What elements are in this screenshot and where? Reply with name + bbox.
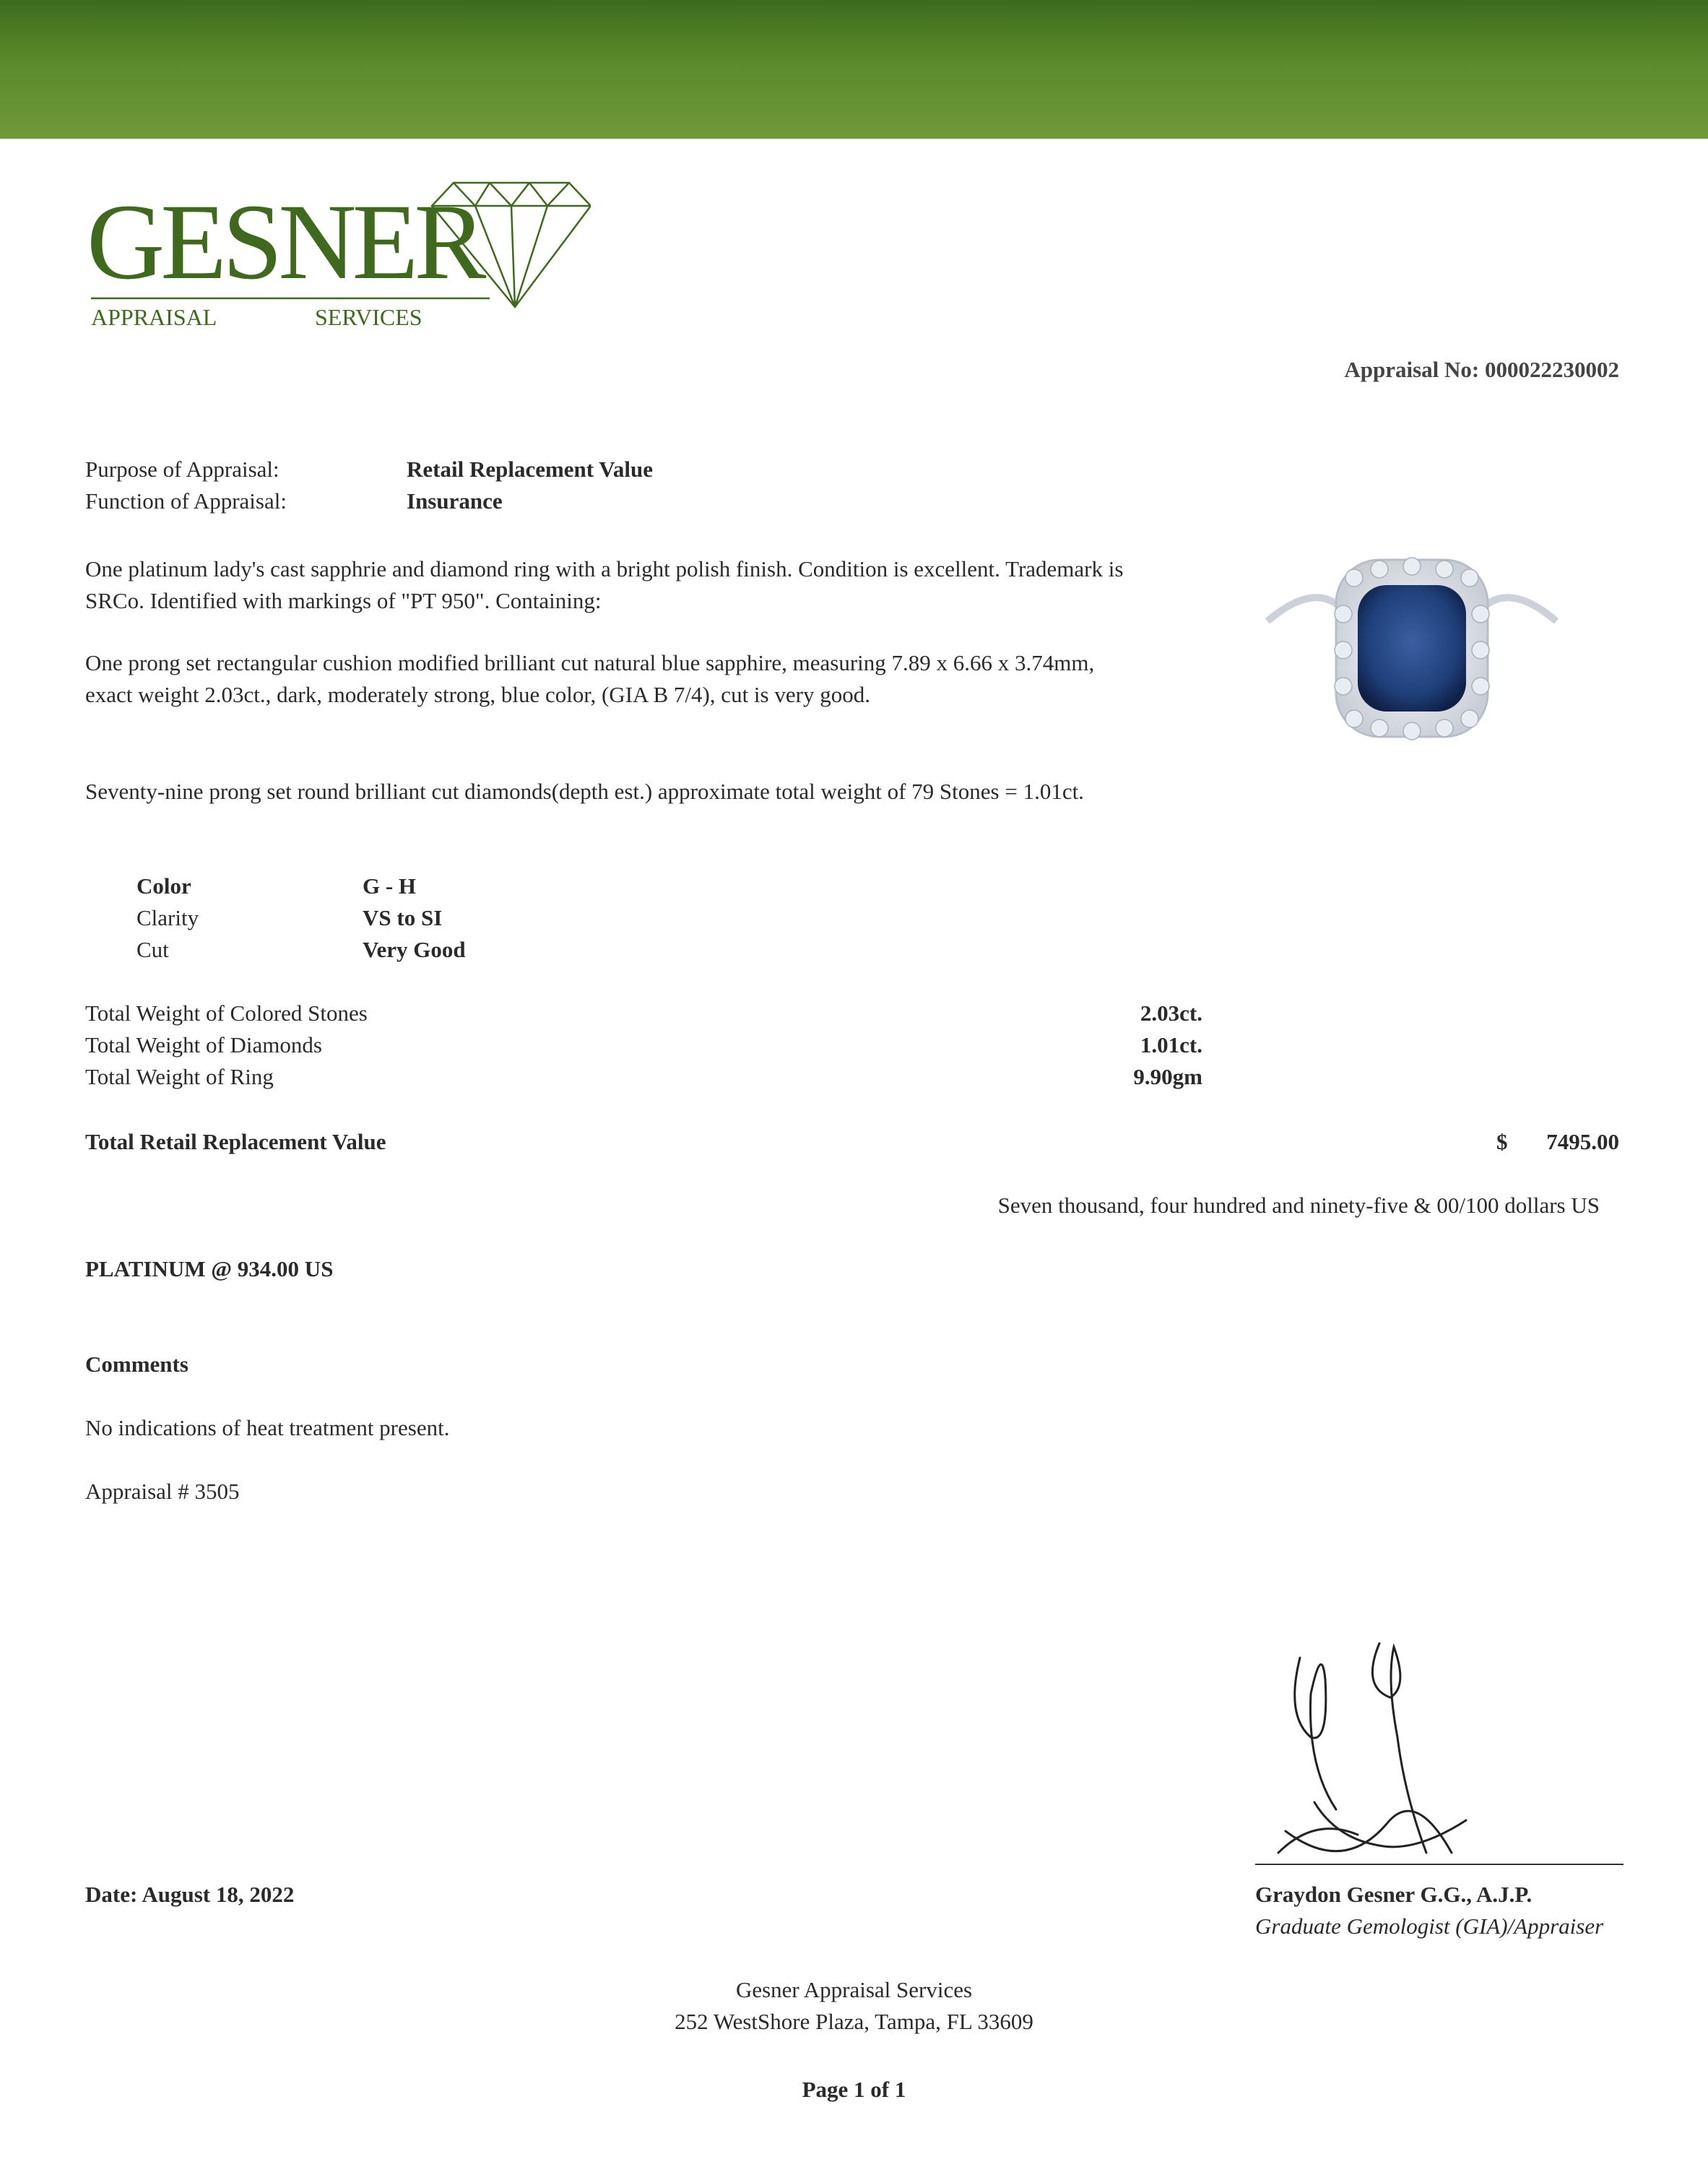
svg-text:APPRAISAL: APPRAISAL [91, 304, 217, 330]
footer-company: Gesner Appraisal Services [735, 1977, 973, 2002]
purpose-value: Retail Replacement Value [407, 457, 653, 482]
total-ring-weight-value: 9.90gm [1133, 1064, 1202, 1089]
description-paragraph-3: Seventy-nine prong set round brilliant cut diamonds(depth est.) approximate total weight of 79 Stones = 1.01ct. [85, 779, 1084, 804]
company-logo [85, 170, 591, 336]
platinum-price: PLATINUM @ 934.00 US [85, 1256, 334, 1281]
comments-heading: Comments [85, 1351, 188, 1377]
svg-text:SERVICES: SERVICES [315, 304, 422, 330]
total-colored-stones-value: 2.03ct. [1140, 1000, 1202, 1026]
value-in-words: Seven thousand, four hundred and ninety-five & 00/100 dollars US [997, 1193, 1600, 1218]
svg-text:GESNER: GESNER [87, 182, 482, 302]
total-diamonds-value: 1.01ct. [1140, 1032, 1202, 1057]
total-value-currency: $ [1496, 1129, 1508, 1154]
appraiser-signature [1271, 1636, 1647, 1882]
appraisal-reference: Appraisal # 3505 [85, 1479, 240, 1504]
comments-text: No indications of heat treatment present. [85, 1415, 450, 1440]
signature-line [1255, 1864, 1624, 1865]
appraiser-title: Graduate Gemologist (GIA)/Appraiser [1255, 1913, 1604, 1939]
description-paragraph-1: One platinum lady's cast sapphrie and diamond ring with a bright polish finish. Condition is excellent. Trademark is SRCo. Identified with markings of "PT 950". Containing: [85, 556, 1124, 613]
appraiser-name: Graydon Gesner G.G., A.J.P. [1255, 1882, 1533, 1907]
function-value: Insurance [407, 488, 503, 514]
grading-cut-value: Very Good [363, 937, 466, 962]
total-colored-stones-label: Total Weight of Colored Stones [85, 1000, 368, 1026]
total-value-label: Total Retail Replacement Value [85, 1129, 386, 1154]
function-label: Function of Appraisal: [85, 488, 287, 514]
description-paragraph-2: One prong set rectangular cushion modified brilliant cut natural blue sapphire, measuring 7.89 x 6.66 x 3.74mm, exact weight 2.03ct., dark, moderately strong, blue color, (GIA B 7/4), cut is very good. [85, 650, 1095, 707]
page-number: Page 1 of 1 [802, 2077, 906, 2102]
purpose-label: Purpose of Appraisal: [85, 457, 279, 482]
header-banner [0, 0, 1708, 139]
grading-color-label: Color [136, 873, 191, 899]
total-ring-weight-label: Total Weight of Ring [85, 1064, 274, 1089]
grading-clarity-value: VS to SI [363, 905, 443, 930]
grading-cut-label: Cut [136, 937, 169, 962]
ring-photo [1260, 535, 1564, 780]
total-diamonds-label: Total Weight of Diamonds [85, 1032, 322, 1057]
footer-address: 252 WestShore Plaza, Tampa, FL 33609 [675, 2009, 1033, 2034]
appraisal-date: Date: August 18, 2022 [85, 1882, 295, 1907]
grading-clarity-label: Clarity [136, 905, 199, 930]
grading-color-value: G - H [363, 873, 417, 899]
appraisal-number: Appraisal No: 000022230002 [1344, 357, 1619, 382]
total-value-amount: 7495.00 [1546, 1129, 1619, 1154]
